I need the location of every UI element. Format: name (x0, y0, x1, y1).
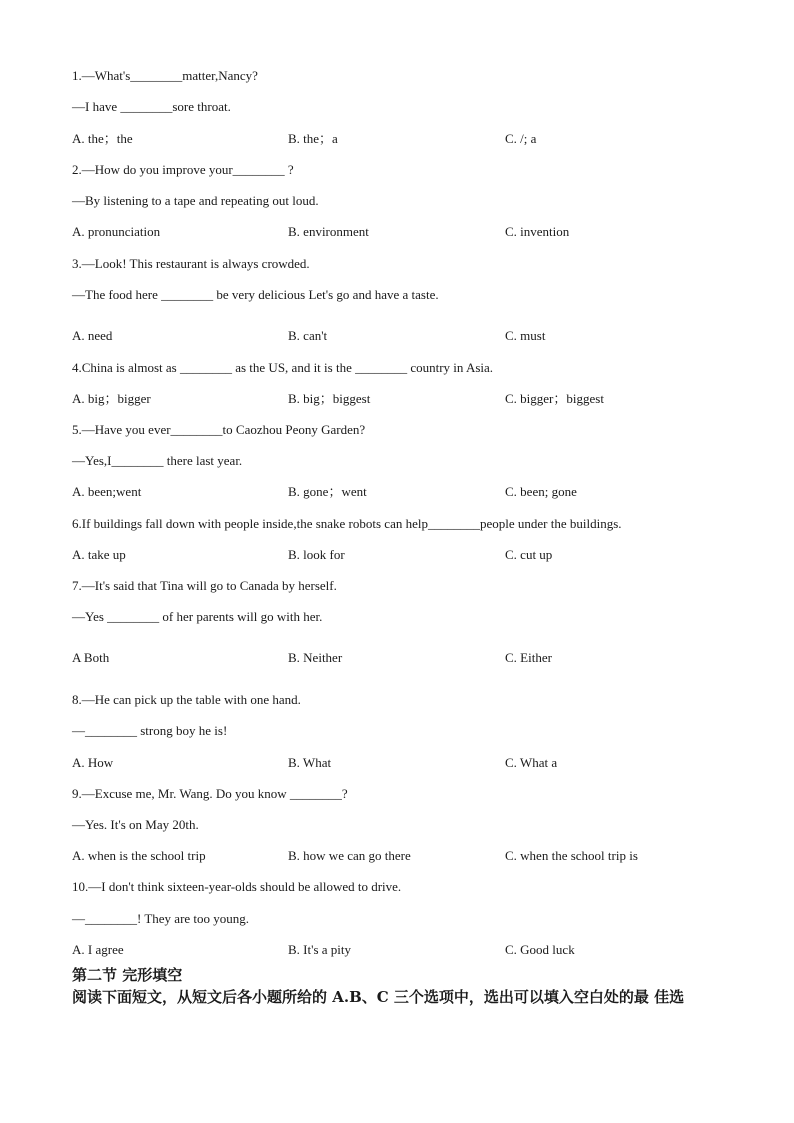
question-8-option-c: C. What a (505, 755, 558, 770)
question-1-option-b: B. the；a (288, 131, 338, 146)
question-3-option-c: C. must (505, 328, 546, 343)
question-2-stem: 2.—How do you improve your________ ? (72, 162, 294, 177)
question-6-stem: 6.If buildings fall down with people inside,the snake robots can help________people under the buildings. (72, 516, 622, 531)
question-2-option-a: A. pronunciation (72, 224, 161, 239)
question-1-stem: 1.—What's________matter,Nancy? (72, 68, 258, 83)
question-3-stem: 3.—Look! This restaurant is always crowded. (72, 256, 310, 271)
question-8-reply: —________ strong boy he is! (72, 723, 228, 738)
section-heading: 第二节 完形填空 (72, 966, 183, 984)
question-8-stem: 8.—He can pick up the table with one hand. (72, 692, 301, 707)
question-7-option-a: A Both (72, 650, 110, 665)
question-10-option-a: A. I agree (72, 942, 124, 957)
question-2-option-c: C. invention (505, 224, 570, 239)
question-3-option-b: B. can't (288, 328, 328, 343)
question-7-option-c: C. Either (505, 650, 552, 665)
question-4-option-a: A. big；bigger (72, 391, 151, 406)
question-6-option-a: A. take up (72, 547, 126, 562)
question-9-stem: 9.—Excuse me, Mr. Wang. Do you know ________? (72, 786, 348, 801)
question-1-reply: —I have ________sore throat. (72, 99, 231, 114)
question-9-option-a: A. when is the school trip (72, 848, 206, 863)
question-1-option-a: A. the；the (72, 131, 133, 146)
question-2-option-b: B. environment (288, 224, 369, 239)
question-6-option-b: B. look for (288, 547, 345, 562)
question-6-option-c: C. cut up (505, 547, 553, 562)
question-3-option-a: A. need (72, 328, 113, 343)
question-5-option-b: B. gone；went (288, 484, 367, 499)
question-8-option-b: B. What (288, 755, 332, 770)
question-4-option-c: C. bigger；biggest (505, 391, 604, 406)
question-10-option-b: B. It's a pity (288, 942, 352, 957)
question-4-stem: 4.China is almost as ________ as the US, and it is the ________ country in Asia. (72, 360, 494, 375)
question-5-reply: —Yes,I________ there last year. (72, 453, 243, 468)
question-7-option-b: B. Neither (288, 650, 343, 665)
question-7-reply: —Yes ________ of her parents will go with her. (72, 609, 323, 624)
question-1-option-c: C. /; a (505, 131, 537, 146)
section-instruction: 阅读下面短文，从短文后各小题所给的 A.B、C 三个选项中，选出可以填入空白处的最 佳选 (72, 988, 685, 1006)
question-9-option-b: B. how we can go there (288, 848, 411, 863)
question-9-option-c: C. when the school trip is (505, 848, 638, 863)
question-10-stem: 10.—I don't think sixteen-year-olds should be allowed to drive. (72, 879, 402, 894)
question-8-option-a: A. How (72, 755, 114, 770)
question-4-option-b: B. big；biggest (288, 391, 371, 406)
question-10-option-c: C. Good luck (505, 942, 575, 957)
question-3-reply: —The food here ________ be very delicious Let's go and have a taste. (72, 287, 439, 302)
question-2-reply: —By listening to a tape and repeating out loud. (72, 193, 319, 208)
question-10-reply: —________! They are too young. (72, 911, 250, 926)
question-7-stem: 7.—It's said that Tina will go to Canada by herself. (72, 578, 337, 593)
question-5-stem: 5.—Have you ever________to Caozhou Peony Garden? (72, 422, 366, 437)
question-5-option-c: C. been; gone (505, 484, 577, 499)
question-9-reply: —Yes. It's on May 20th. (72, 817, 199, 832)
question-5-option-a: A. been;went (72, 484, 142, 499)
